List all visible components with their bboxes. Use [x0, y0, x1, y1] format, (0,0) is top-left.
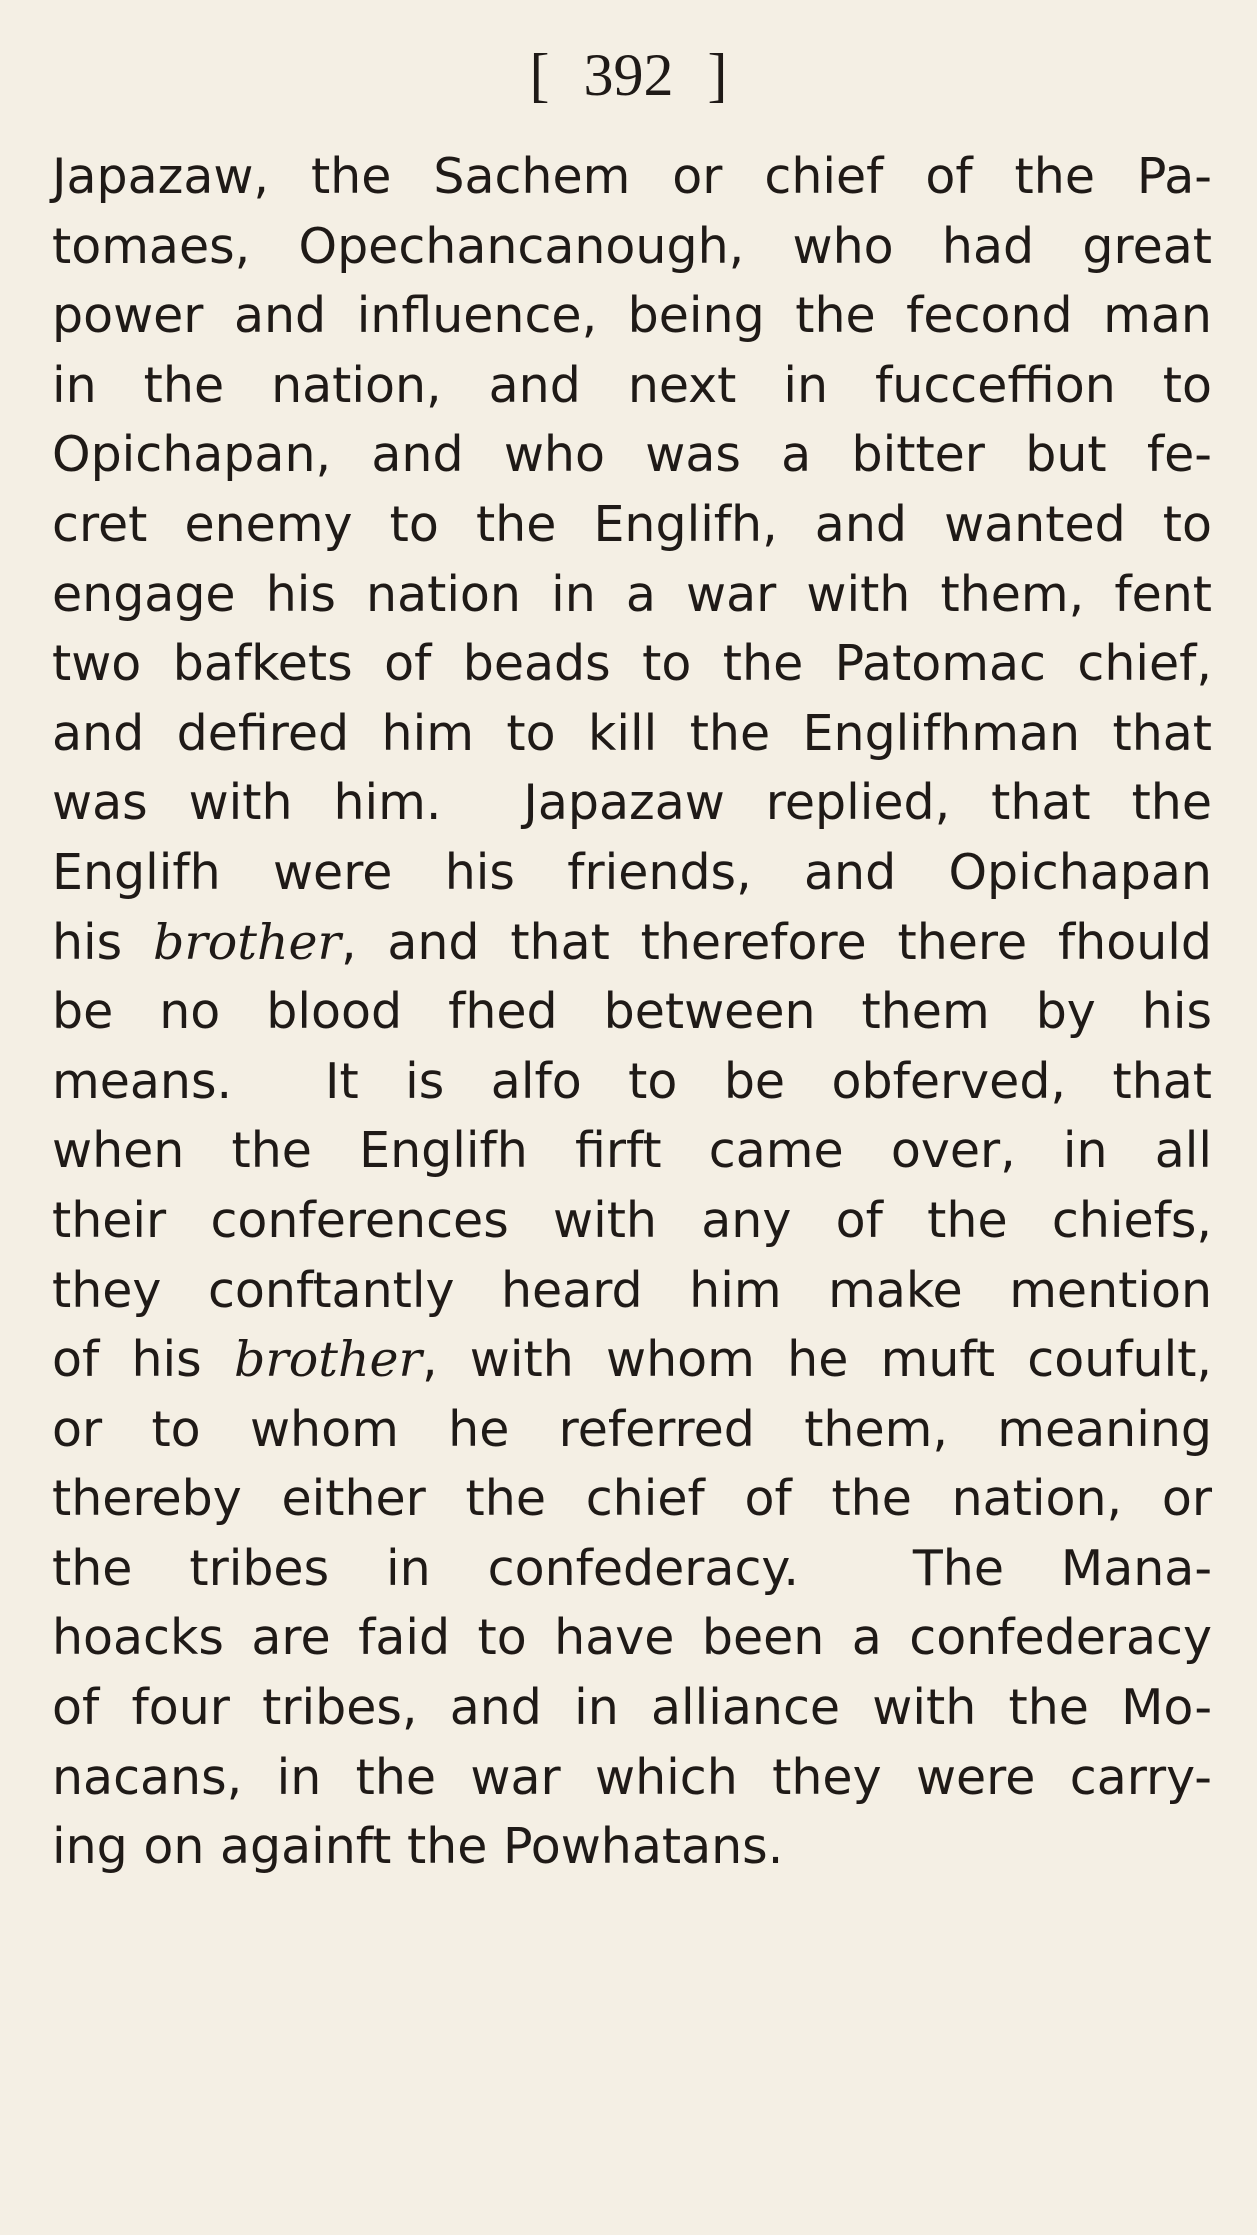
text-line: ing on againft the Powhatans.	[52, 1818, 784, 1876]
text-segment: , with whom he muft coufult,	[421, 1331, 1212, 1389]
header-bracket-open: [	[529, 42, 550, 108]
italic-word: brother	[153, 913, 341, 971]
text-line: two bafkets of beads to the Patomac chief,	[52, 635, 1212, 693]
text-segment: , and that therefore there fhould	[340, 913, 1212, 971]
text-line: they conftantly heard him make mention	[52, 1261, 1212, 1319]
header-bracket-close: ]	[707, 42, 728, 108]
text-line: hoacks are faid to have been a confederacy	[52, 1609, 1212, 1667]
text-line: be no blood fhed between them by his	[52, 983, 1212, 1041]
text-line: engage his nation in a war with them, fent	[52, 565, 1212, 623]
text-line: or to whom he referred them, meaning	[52, 1400, 1212, 1458]
text-segment: his	[52, 913, 153, 971]
italic-word: brother	[233, 1331, 422, 1389]
text-line: tomaes, Opechancanough, who had great	[52, 217, 1212, 275]
text-line: cret enemy to the Englifh, and wanted to	[52, 495, 1212, 553]
text-line	[52, 1325, 1212, 1395]
text-line: when the Englifh firft came over, in all	[52, 1122, 1212, 1180]
text-line: in the nation, and next in fucceffion to	[52, 356, 1212, 414]
text-line: of four tribes, and in alliance with the Mo-	[52, 1679, 1212, 1737]
text-line	[52, 908, 1212, 978]
text-line: was with him. Japazaw replied, that the	[52, 774, 1212, 832]
body-text	[52, 142, 1212, 1882]
text-line: Japazaw, the Sachem or chief of the Pa-	[52, 148, 1212, 205]
text-line: the tribes in confederacy. The Mana-	[52, 1539, 1212, 1597]
text-line: Opichapan, and who was a bitter but fe-	[52, 426, 1212, 484]
text-line: power and influence, being the fecond man	[52, 287, 1212, 345]
text-line: their conferences with any of the chiefs,	[52, 1191, 1212, 1249]
text-line: thereby either the chief of the nation, or	[52, 1470, 1212, 1528]
text-line: nacans, in the war which they were carry-	[52, 1748, 1212, 1806]
text-line: means. It is alfo to be obferved, that	[52, 1052, 1212, 1110]
text-line: Englifh were his friends, and Opichapan	[52, 843, 1212, 901]
page-header	[0, 40, 1257, 110]
text-line: and defired him to kill the Englifhman that	[52, 704, 1212, 762]
page-number: 392	[583, 42, 674, 108]
text-segment: of his	[52, 1331, 234, 1389]
